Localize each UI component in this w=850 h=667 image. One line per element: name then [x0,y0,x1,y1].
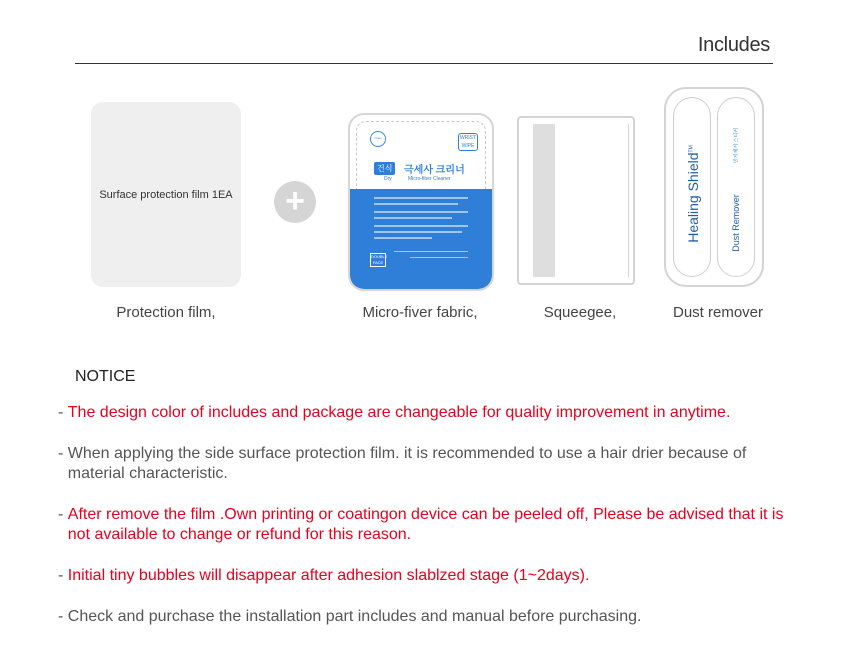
header-divider [75,63,773,64]
notice-item [58,403,828,423]
notice-item [58,607,828,627]
cleaner-text-line [374,237,432,239]
squeegee-felt [533,124,555,277]
cleaner-contact-line [394,251,468,252]
notice-item [58,444,828,484]
notice-dash: - [58,567,64,584]
micro-fiber-cleaner-image [348,113,494,291]
notice-text: The design color of includes and package are changeable for quality improvement in anytime. [67,404,731,421]
cleaner-name-kr: 극세사 크리너 [404,165,465,176]
squeegee-edge [628,124,629,277]
cleaner-logo-label: crnex [374,136,382,140]
protection-film-image [91,102,241,287]
dust-remover-image [664,87,764,287]
notice-dash: - [58,445,64,462]
dust-remover-kr-text: 먼지제거 스티커 [733,127,740,164]
cleaner-dry-label: Dry [384,176,392,182]
dust-strip-right [717,97,755,277]
plus-icon: + [274,181,316,223]
notice-item [58,566,828,586]
trademark: TM [688,145,695,153]
cleaner-contact-line [410,257,468,258]
cleaner-text-line [374,217,452,219]
cleaner-text-line [374,197,468,199]
notice-text: After remove the film .Own printing or coatingon device can be peeled off, Please be advised that it is not available to change or refund for this reason. [67,506,784,543]
dust-strip-left [673,97,711,277]
squeegee-image [517,116,635,285]
brand-text: Healing Shield [685,152,701,243]
dust-remover-label: Dust Remover [731,194,741,252]
cleaner-tag: 건식 [374,162,395,175]
cleaner-name-en: Micro-fiber Cleaner [408,176,451,182]
cleaner-logo [370,131,386,147]
caption-micro-fiber: Micro-fiver fabric, [362,304,478,321]
cleaner-badge: WRIST WIPE [459,135,477,149]
cleaner-text-line [374,231,462,233]
notice-text: Check and purchase the installation part includes and manual before purchasing. [67,608,642,625]
cleaner-text-line [374,225,468,227]
caption-protection-film: Protection film, [116,304,216,321]
healing-shield-logo [685,135,701,253]
notice-text: When applying the side surface protection film. it is recommended to use a hair drier because of material characteristic. [67,445,747,482]
protection-film-card-text: Surface protection film 1EA [99,188,233,201]
cleaner-text-line [374,211,468,213]
notice-title: NOTICE [75,368,136,385]
cleaner-text-line [374,203,458,205]
notice-text: Initial tiny bubbles will disappear after adhesion slablzed stage (1~2days). [67,567,590,584]
caption-dust-remover: Dust remover [672,304,764,321]
notice-dash: - [58,506,64,523]
notice-dash: - [58,608,64,625]
caption-squeegee: Squeegee, [543,304,617,321]
notice-item [58,505,828,545]
notice-dash: - [58,404,64,421]
cleaner-blue-panel [350,189,492,289]
includes-title: Includes [697,34,770,56]
cleaner-foot-box: DOUBLE FACE [371,254,388,265]
